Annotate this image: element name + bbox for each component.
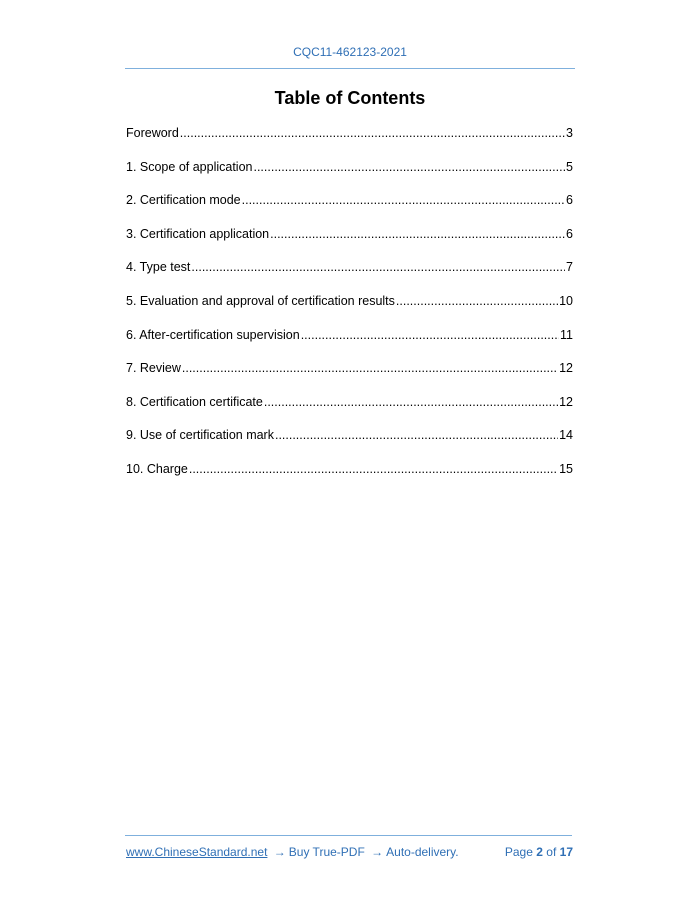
header-divider <box>125 68 575 69</box>
toc-leader-dots <box>189 461 558 477</box>
footer-promo <box>126 845 459 859</box>
toc-entry-label: 10. Charge <box>126 461 188 476</box>
toc-entry[interactable] <box>126 293 573 327</box>
arrow-right-icon: → <box>273 845 286 859</box>
toc-entry-label: 9. Use of certification mark <box>126 428 274 443</box>
toc-entry[interactable] <box>126 159 573 193</box>
arrow-right-icon: → <box>371 845 384 859</box>
toc-entry-label: 1. Scope of application <box>126 159 253 174</box>
toc-entry-label: 8. Certification certificate <box>126 394 263 409</box>
toc-entry-page: 6 <box>566 193 573 208</box>
toc-entry-page: 7 <box>566 260 573 275</box>
toc-entry-label: 4. Type test <box>126 260 191 275</box>
table-of-contents <box>126 125 573 495</box>
toc-entry-page: 3 <box>566 126 573 140</box>
toc-leader-dots <box>270 226 565 242</box>
of-word: of <box>546 845 557 859</box>
toc-entry[interactable] <box>126 226 573 260</box>
toc-leader-dots <box>242 192 565 208</box>
toc-entry[interactable] <box>126 360 573 394</box>
toc-entry-label: 6. After-certification supervision <box>126 327 300 342</box>
toc-entry[interactable] <box>126 125 573 159</box>
toc-leader-dots <box>180 125 565 141</box>
toc-entry-page: 12 <box>559 361 573 376</box>
toc-leader-dots <box>182 360 558 376</box>
toc-entry[interactable] <box>126 394 573 428</box>
current-page-number: 2 <box>536 845 543 859</box>
toc-entry-page: 11 <box>560 327 573 342</box>
toc-leader-dots <box>301 327 559 343</box>
toc-entry-label: 2. Certification mode <box>126 193 241 208</box>
page-footer <box>126 845 573 859</box>
document-code: CQC11-462123-2021 <box>293 45 407 59</box>
toc-entry-page: 5 <box>566 159 573 174</box>
page-word: Page <box>504 845 533 859</box>
page-title: Table of Contents <box>274 88 426 108</box>
toc-entry[interactable] <box>126 461 573 495</box>
toc-entry[interactable] <box>126 327 573 361</box>
toc-leader-dots <box>253 159 565 175</box>
toc-entry-page: 10 <box>559 293 573 308</box>
buy-pdf-text: Buy True-PDF <box>288 845 365 859</box>
footer-divider <box>125 835 572 836</box>
page-indicator <box>505 845 573 859</box>
toc-entry-page: 6 <box>566 226 573 241</box>
toc-leader-dots <box>264 394 558 410</box>
total-pages-number: 17 <box>559 845 573 859</box>
toc-entry-page: 15 <box>559 461 573 476</box>
toc-entry-label: Foreword <box>126 126 179 140</box>
toc-entry-page: 12 <box>559 394 573 409</box>
toc-leader-dots <box>275 427 558 443</box>
auto-delivery-text: Auto-delivery. <box>386 845 459 859</box>
toc-leader-dots <box>396 293 558 309</box>
chinesestandard-link[interactable]: www.ChineseStandard.net <box>126 845 268 859</box>
toc-entry[interactable] <box>126 192 573 226</box>
toc-entry[interactable] <box>126 427 573 461</box>
toc-leader-dots <box>191 259 565 275</box>
toc-entry-page: 14 <box>559 428 573 443</box>
toc-entry[interactable] <box>126 259 573 293</box>
toc-entry-label: 7. Review <box>126 361 181 376</box>
toc-entry-label: 3. Certification application <box>126 226 270 241</box>
toc-entry-label: 5. Evaluation and approval of certification results <box>126 293 395 308</box>
